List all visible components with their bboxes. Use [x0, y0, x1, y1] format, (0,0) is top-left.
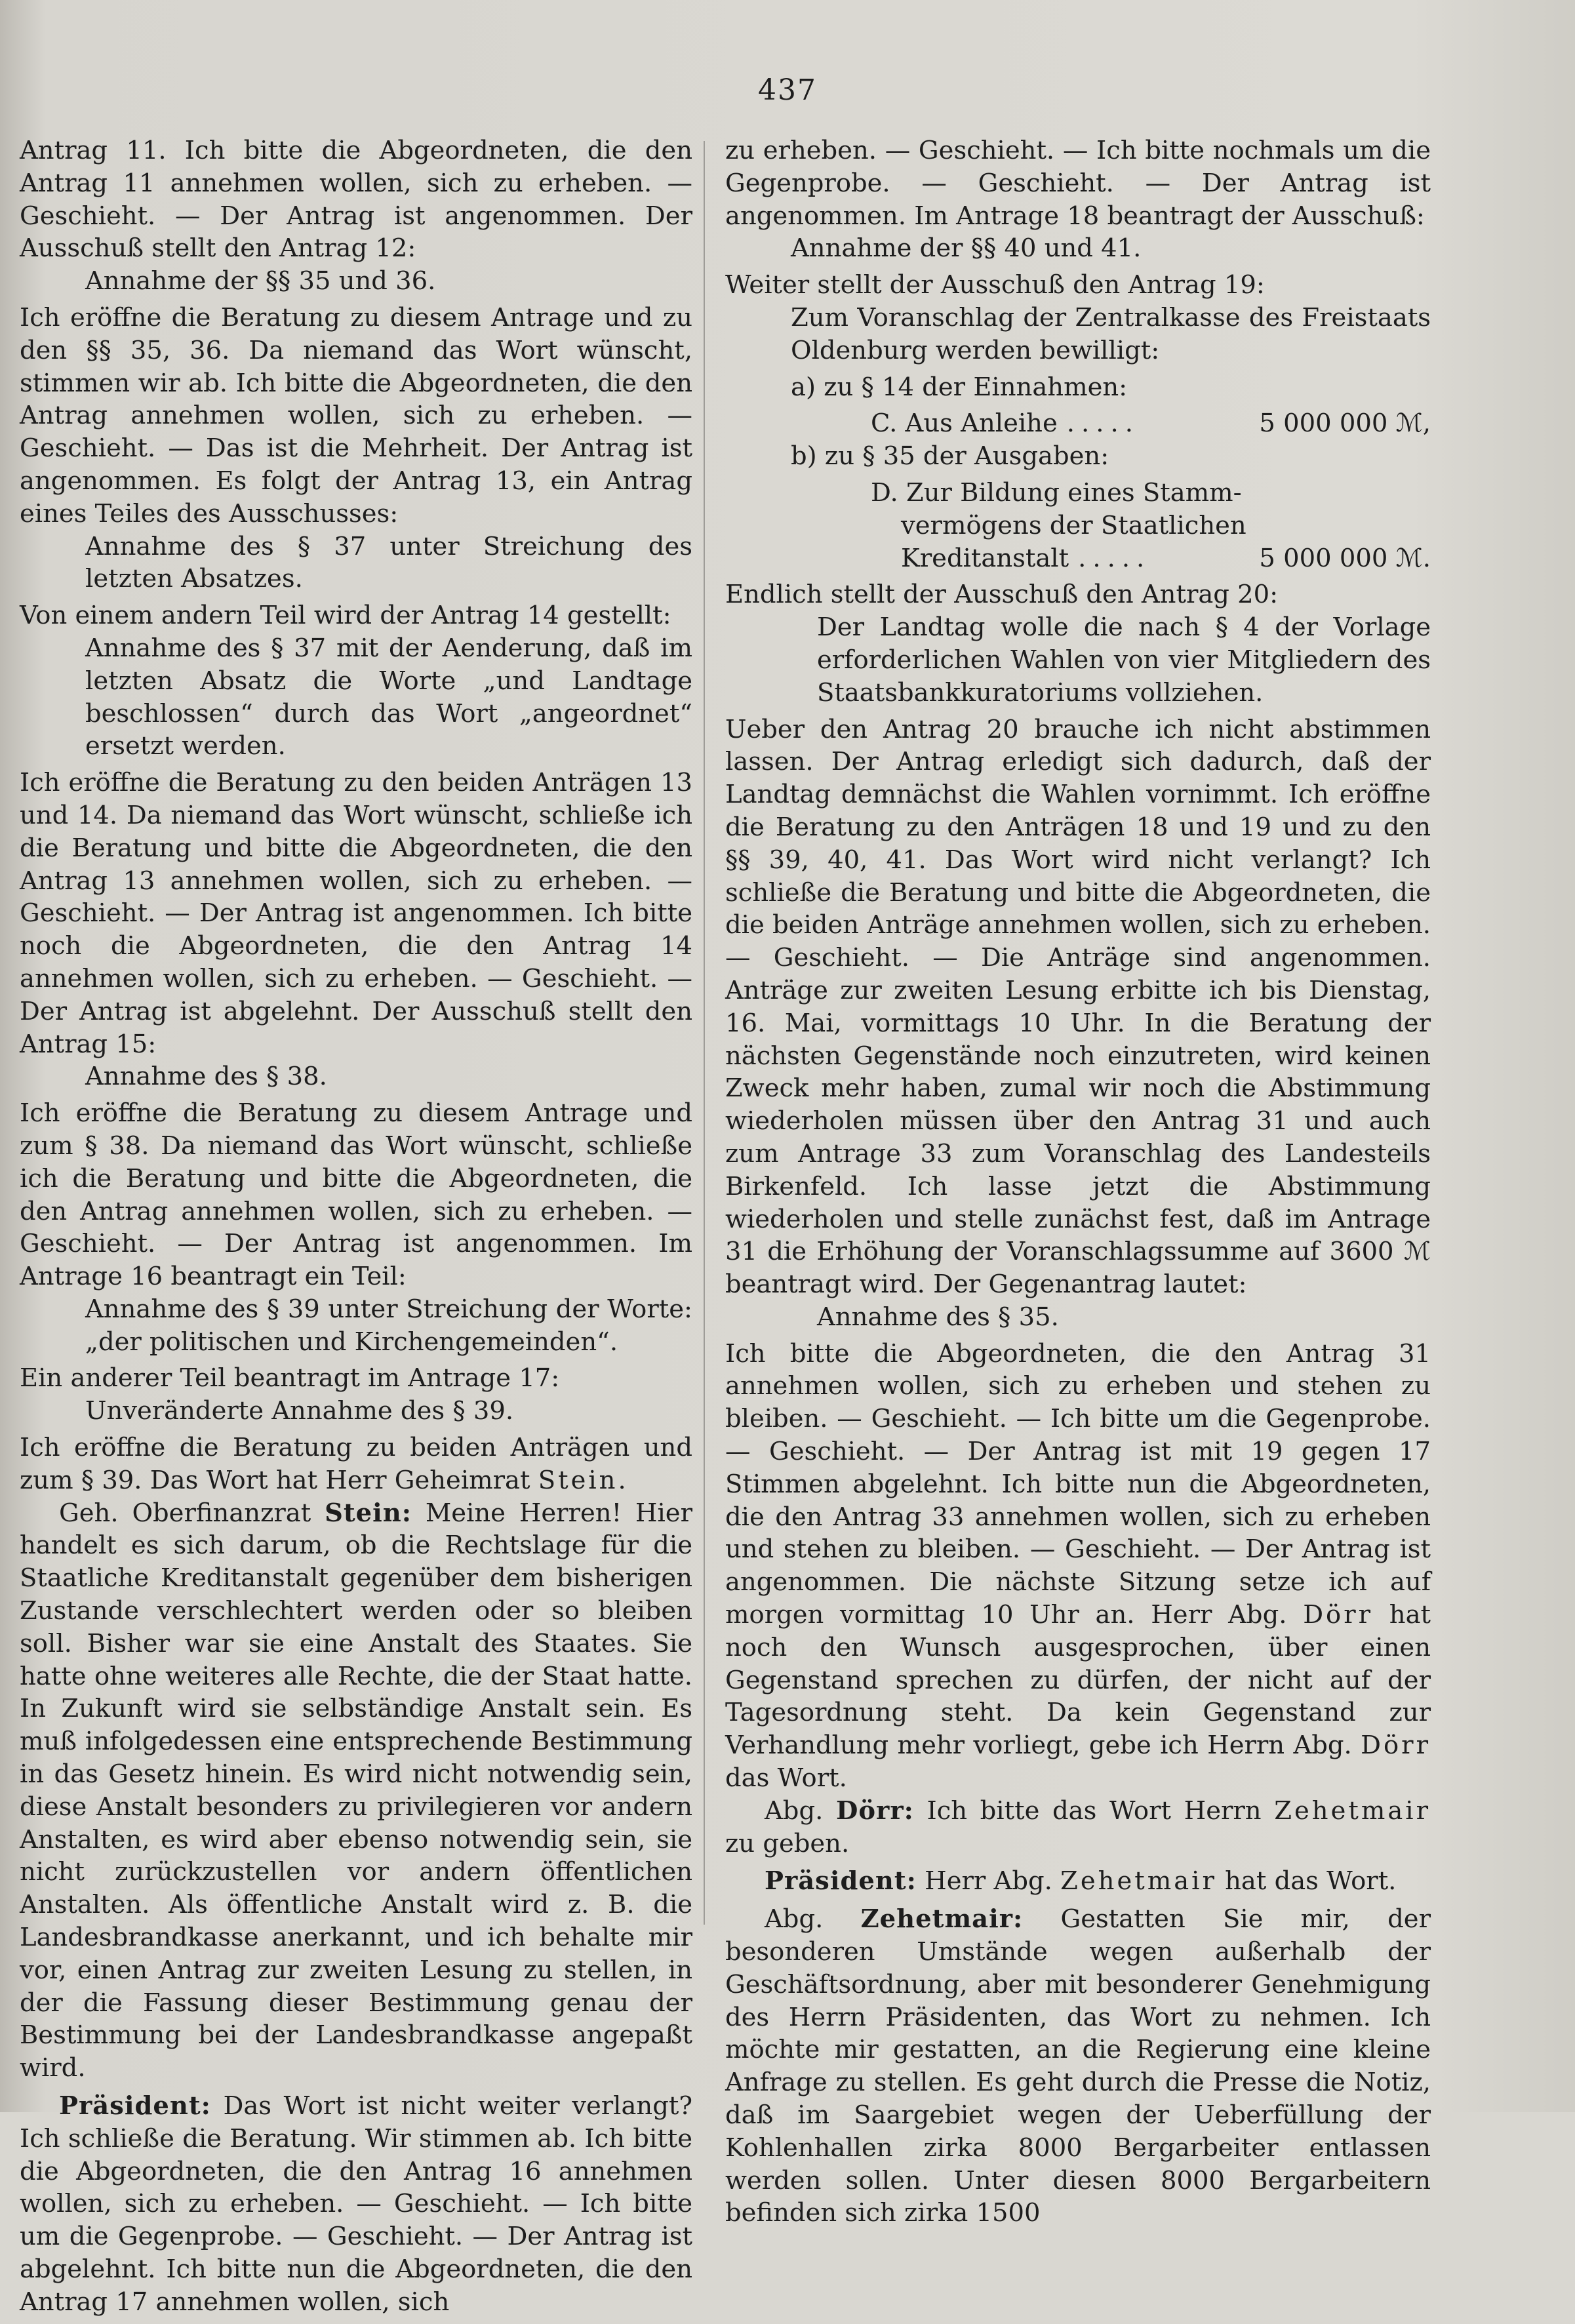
- text: .: [618, 1465, 626, 1495]
- paragraph: Endlich stellt der Ausschuß den Antrag 20:: [725, 580, 1279, 610]
- budget-line: [725, 542, 1431, 575]
- motion-text: Zum Voranschlag der Zentralkasse des Freistaats Oldenburg werden bewilligt:: [791, 302, 1431, 365]
- text: Abg.: [765, 1904, 861, 1934]
- text: Meine Herren! Hier handelt es sich darum, ob die Rechtslage für die Staatliche Kreditanstalt gegenüber dem bisherigen Zustande verschlechtert werden oder so bleiben soll. Bisher war sie eine Anstalt des Staates. Sie hatte ohne weiteres alle Rechte, die der Staat hatte. In Zukunft wird sie selbständige Anstalt sein. Es muß infolgedessen eine entsprechende Bestimmung in das Gesetz hinein. Es wird nicht notwendig sein, diese Anstalt besonders zu privilegieren vor andern Anstalten, es wird aber ebenso notwendig sein, sie nicht zurückzustellen vor andern öffentlichen Anstalten. Als öffentliche Anstalt wird z. B. die Landesbrandkasse anerkannt, und ich behalte mir vor, einen Antrag zur zweiten Lesung zu stellen, in der die Fassung dieser Bestimmung genau der Bestimmung bei der Landesbrandkasse angepaßt wird.: [20, 1498, 692, 2083]
- paragraph: [20, 1432, 692, 1497]
- motion-text: Annahme des § 37 unter Streichung des letzten Absatzes.: [85, 531, 692, 594]
- speech-paragraph: [20, 1497, 692, 2085]
- budget-amount: 5 000 000 ℳ.: [1259, 543, 1431, 573]
- motion-text: Annahme des § 37 mit der Aenderung, daß im letzten Absatz die Worte „und Landtage beschlossen“ durch das Wort „angeordnet“ ersetzt werden.: [85, 633, 692, 761]
- column-divider: [704, 141, 705, 1925]
- paragraph: Ueber den Antrag 20 brauche ich nicht abstimmen lassen. Der Antrag erledigt sich dadurch, daß der Landtag demnächst die Wahlen vornimmt. Ich eröffne die Beratung zu den Anträgen 18 und 19 und zu den §§ 39, 40, 41. Das Wort wird nicht verlangt? Ich schließe die Beratung und bitte die Abgeordneten, die die beiden Anträge annehmen wollen, sich zu erheben. — Geschieht. — Die Anträge sind angenommen. Anträge zur zweiten Lesung erbitte ich bis Dienstag, 16. Mai, vormittags 10 Uhr. In die Beratung der nächsten Gegenstände noch einzutreten, wird keinen Zweck mehr haben, zumal wir noch die Abstimmung wiederholen müssen über den Antrag 31 und auch zum Antrage 33 zum Voranschlag des Landesteils Birkenfeld. Ich lasse jetzt die Abstimmung wiederholen und stelle zunächst fest, daß im Antrage 31 die Erhöhung der Voranschlagssumme auf 3600 ℳ beantragt wird. Der Gegenantrag lautet:: [725, 714, 1431, 1300]
- leader-dots: .....: [1066, 409, 1140, 439]
- budget-section: b) zu § 35 der Ausgaben:: [791, 441, 1109, 471]
- text: hat das Wort.: [1216, 1866, 1397, 1896]
- left-column: [20, 134, 692, 2324]
- motion-text: Unveränderte Annahme des § 39.: [85, 1396, 514, 1426]
- motion-text: Annahme der §§ 40 und 41.: [791, 233, 1142, 264]
- paragraph: Weiter stellt der Ausschuß den Antrag 19:: [725, 270, 1265, 300]
- paragraph: Von einem andern Teil wird der Antrag 14 gestellt:: [20, 601, 671, 631]
- speech-paragraph: [725, 1865, 1431, 1898]
- speaker-name: Dörr: [1361, 1731, 1431, 1761]
- speaker-name: Stein: [538, 1465, 618, 1495]
- budget-section: a) zu § 14 der Einnahmen:: [791, 372, 1128, 402]
- speaker-name: Zehetmair: [1274, 1795, 1431, 1826]
- speaker-name: Zehetmair: [1060, 1866, 1217, 1896]
- text: Ich bitte die Abgeordneten, die den Antrag 31 annehmen wollen, sich zu erheben und stehen zu bleiben. — Geschieht. — Ich bitte um die Gegenprobe. — Geschieht. — Der Antrag ist mit 19 gegen 17 Stimmen abgelehnt. Ich bitte nun die Abgeordneten, die den Antrag 33 annehmen wollen, sich zu erheben und stehen zu bleiben. — Geschieht. — Der Antrag ist angenommen. Die nächste Sitzung setze ich auf morgen vormittag 10 Uhr an. Herr Abg.: [725, 1338, 1431, 1630]
- speaker-name: Präsident:: [765, 1866, 917, 1896]
- budget-label: D. Zur Bildung eines Stamm-: [871, 477, 1242, 508]
- budget-line: [725, 407, 1431, 440]
- text: das Wort.: [725, 1763, 847, 1793]
- text: Abg.: [765, 1795, 836, 1826]
- budget-amount: 5 000 000 ℳ,: [1259, 409, 1431, 439]
- text: Ich eröffne die Beratung zu beiden Anträgen und zum § 39. Das Wort hat Herr Geheimrat: [20, 1433, 692, 1495]
- budget-label: Kreditanstalt: [901, 543, 1069, 573]
- paragraph: Antrag 11. Ich bitte die Abgeordneten, die den Antrag 11 annehmen wollen, sich zu erheben. — Geschieht. — Der Antrag ist angenommen. Der Ausschuß stellt den Antrag 12:: [20, 136, 692, 264]
- text: Ich bitte das Wort Herrn: [913, 1795, 1275, 1826]
- text: hat noch den Wunsch ausgesprochen, über einen Gegenstand sprechen zu dürfen, der nicht auf der Tagesordnung steht. Da kein Gegenstand zur Verhandlung mehr vorliegt, gebe ich Herrn Abg.: [725, 1600, 1431, 1761]
- speaker-name: Präsident:: [59, 2091, 211, 2121]
- text: Das Wort ist nicht weiter verlangt? Ich schließe die Beratung. Wir stimmen ab. Ich bitte die Abgeordneten, die den Antrag 16 annehmen wollen, sich zu erheben. — Geschieht. — Ich bitte um die Gegenprobe. — Geschieht. — Der Antrag ist abgelehnt. Ich bitte nun die Abgeordneten, die den Antrag 17 annehmen wollen, sich: [20, 2091, 692, 2317]
- budget-label: vermögens der Staatlichen: [901, 510, 1246, 540]
- speaker-name: Zehetmair:: [860, 1904, 1024, 1934]
- speaker-name: Dörr:: [835, 1795, 914, 1826]
- paragraph: Ein anderer Teil beantragt im Antrage 17:: [20, 1363, 560, 1393]
- text: Herr Abg.: [916, 1866, 1061, 1896]
- paragraph: Ich eröffne die Beratung zu diesem Antrage und zu den §§ 35, 36. Da niemand das Wort wünscht, stimmen wir ab. Ich bitte die Abgeordneten, die den Antrag annehmen wollen, sich zu erheben. — Geschieht. — Das ist die Mehrheit. Der Antrag ist angenommen. Es folgt der Antrag 13, ein Antrag eines Teiles des Ausschusses:: [20, 302, 692, 529]
- motion-text: Annahme des § 39 unter Streichung der Worte: „der politischen und Kirchengemeinden“.: [85, 1294, 692, 1357]
- motion-text: Der Landtag wolle die nach § 4 der Vorlage erforderlichen Wahlen von vier Mitgliedern des Staatsbankkuratoriums vollziehen.: [817, 612, 1431, 708]
- paragraph: Ich eröffne die Beratung zu den beiden Anträgen 13 und 14. Da niemand das Wort wünscht, schließe ich die Beratung und bitte die Abgeordneten, die den Antrag 13 annehmen wollen, sich zu erheben. — Geschieht. — Der Antrag ist angenommen. Ich bitte noch die Abgeordneten, die den Antrag 14 annehmen wollen, sich zu erheben. — Geschieht. — Der Antrag ist abgelehnt. Der Ausschuß stellt den Antrag 15:: [20, 768, 692, 1059]
- paragraph: [725, 1338, 1431, 1795]
- page-number: 437: [758, 73, 817, 107]
- budget-label: C. Aus Anleihe: [871, 409, 1058, 439]
- leader-dots: .....: [1078, 543, 1151, 573]
- paragraph: zu erheben. — Geschieht. — Ich bitte nochmals um die Gegenprobe. — Geschieht. — Der Antrag ist angenommen. Im Antrage 18 beantragt der Ausschuß:: [725, 136, 1431, 231]
- speech-paragraph: [725, 1795, 1431, 1860]
- speaker-name: Dörr: [1303, 1600, 1374, 1630]
- motion-text: Annahme des § 38.: [85, 1062, 327, 1092]
- text: Geh. Oberfinanzrat: [59, 1498, 325, 1528]
- text: zu geben.: [725, 1828, 850, 1858]
- paragraph: Ich eröffne die Beratung zu diesem Antrage und zum § 38. Da niemand das Wort wünscht, schließe ich die Beratung und bitte die Abgeordneten, die den Antrag annehmen wollen, sich zu erheben. — Geschieht. — Der Antrag ist angenommen. Im Antrage 16 beantragt ein Teil:: [20, 1098, 692, 1292]
- motion-text: Annahme des § 35.: [817, 1302, 1059, 1332]
- text: Gestatten Sie mir, der besonderen Umstände wegen außerhalb der Geschäftsordnung, aber mit besonderer Genehmigung des Herrn Präsidenten, das Wort zu nehmen. Ich möchte mir gestatten, an die Regierung eine kleine Anfrage zu stellen. Es geht durch die Presse die Notiz, daß im Saargebiet wegen der Ueberfüllung der Kohlenhallen zirka 8000 Bergarbeiter entlassen werden sollen. Unter diesen 8000 Bergarbeitern befinden sich zirka 1500: [725, 1904, 1431, 2228]
- right-column: [725, 134, 1431, 2235]
- speech-paragraph: [20, 2090, 692, 2319]
- speaker-name: Stein:: [325, 1498, 412, 1528]
- speech-paragraph: [725, 1903, 1431, 2230]
- motion-text: Annahme der §§ 35 und 36.: [85, 266, 436, 296]
